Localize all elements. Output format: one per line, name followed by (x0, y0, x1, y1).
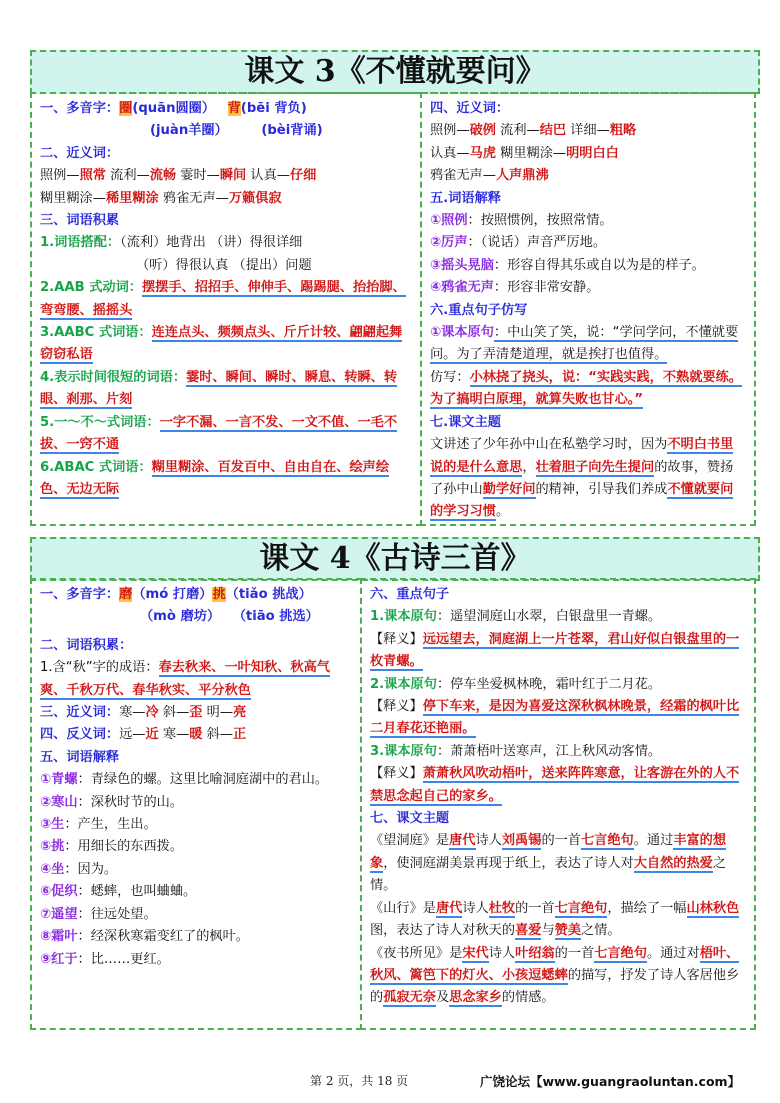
l4-explain-1: 【释义】远远望去，洞庭湖上一片苍翠，君山好似白银盘里的一枚青螺。 (370, 631, 740, 670)
lesson3-left-panel: 一、多音字：圈(quān圆圈） 背(bēi 背负) (juàn羊圈） (bèi背诵) 二、近义词： 照例—照常 流利—流畅 霎时—瞬间 认真—仔细 糊里糊涂—稀里糊涂 鸦雀无声—万籁俱寂 三、词语积累 1.词语搭配：（流利）地背出 （讲）得很详细 （听）得很认真 （提出）问题 2.AAB 式动词：摆摆手、招招手、伸伸手、踢踢腿、抬抬脚、弯弯腰、摇摇头 3.AABC 式词语：连连点头、频频点头、斤斤计较、翩翩起舞 窃窃私语 4.表示时间很短的词语：霎时、瞬间、瞬时、瞬息、转瞬、转眼、刹那、片刻 5.一～不～式词语：一字不漏、一言不发、一文不值、一毛不拔、一窍不通 6.ABAC 式词语：糊里糊涂、百发百中、自由自在、绘声绘色、无边无际 (30, 92, 422, 526)
l3-theme: 文讲述了少年孙中山在私塾学习时，因为不明白书里说的是什么意思，壮着胆子向先生提问的故事，赞扬了孙中山勤学好问的精神，引导我们养成不懂就要问的学习习惯。 (430, 437, 734, 520)
l4-antonyms: 四、反义词：远—近 寒—暖 斜—正 (40, 727, 247, 743)
l4-def-4: ⑤挑：用细长的东西拨。 (40, 839, 184, 855)
l4-theme-3: 《夜书所见》是宋代诗人叶绍翁的一首七言绝句。通过对梧叶、秋风、篱笆下的灯火、小孩逗蟋蟀的描写，抒发了诗人客居他乡的孤寂无奈及思念家乡的情感。 (370, 945, 740, 1006)
l4-sentence-1: 1.课本原句：遥望洞庭山水翠，白银盘里一青螺。 (370, 609, 662, 625)
l3-short-time-words: 4.表示时间很短的词语：霎时、瞬间、瞬时、瞬息、转瞬、转眼、刹那、片刻 (40, 369, 398, 408)
l4-def-2: ②寒山：深秋时节的山。 (40, 794, 184, 810)
l3-key-sentence: ①课本原句：中山笑了笑，说：“学问学问，不懂就要问。为了弄清楚道理，就是挨打也值得。 (430, 325, 739, 363)
l3-aab-words: 2.AAB 式动词：摆摆手、招招手、伸伸手、踢踢腿、抬抬脚、弯弯腰、摇摇头 (40, 280, 406, 318)
l3-aabc-words: 3.AABC 式词语：连连点头、频频点头、斤斤计较、翩翩起舞 窃窃私语 (40, 325, 403, 363)
site-link[interactable]: 广饶论坛【www.guangraoluntan.com】 (480, 1074, 741, 1089)
l3-imitation: 仿写：小林挠了挠头，说：“实践实践，不熟就要练。为了搞明白原理，就算失败也甘心。” (430, 369, 742, 408)
l4-synonyms: 三、近义词：寒—冷 斜—歪 明—亮 (40, 705, 247, 721)
l4-def-5: ④坐：因为。 (40, 861, 118, 877)
l4-def-7: ⑦遥望：往远处望。 (40, 906, 157, 922)
l3-abac-words: 6.ABAC 式词语：糊里糊涂、百发百中、自由自在、绘声绘色、无边无际 (40, 459, 390, 497)
lesson4-title: 课文 4《古诗三首》 (30, 537, 760, 581)
l4-def-1: ①青螺：青绿色的螺。这里比喻洞庭湖中的君山。 (40, 772, 329, 788)
l3-def-3: ③摇头晃脑：形容自得其乐或自以为是的样子。 (430, 257, 705, 273)
l4-sentence-2: 2.课本原句：停车坐爱枫林晚，霜叶红于二月花。 (370, 676, 662, 692)
l3-def-1: ①照例：按照惯例，按照常情。 (430, 213, 613, 229)
l3-synonyms-r2: 认真—马虎 糊里糊涂—明明白白 (430, 145, 619, 161)
l4-explain-2: 【释义】停下车来，是因为喜爱这深秋枫林晚景，经霜的枫叶比二月春花还艳丽。 (370, 699, 740, 737)
l3-yi-bu-words: 5.一～不～式词语：一字不漏、一言不发、一文不值、一毛不拔、一窍不通 (40, 414, 398, 453)
l4-explain-3: 【释义】萧萧秋风吹动梧叶，送来阵阵寒意，让客游在外的人不禁思念起自己的家乡。 (370, 766, 740, 804)
lesson3-title: 课文 3《不懂就要问》 (30, 50, 760, 94)
l4-def-9: ⑨红于：比……更红。 (40, 951, 170, 967)
l3-synonyms-1: 照例—照常 流利—流畅 霎时—瞬间 认真—仔细 (40, 168, 317, 184)
page-number: 第 2 页，共 18 页 (310, 1074, 409, 1088)
l4-theme-2: 《山行》是唐代诗人杜牧的一首七言绝句，描绘了一幅山林秋色图，表达了诗人对秋天的喜爱与赞美之情。 (370, 900, 740, 939)
l3-synonyms-2: 糊里糊涂—稀里糊涂 鸦雀无声—万籁俱寂 (40, 190, 282, 206)
lesson4-right-panel: 六、重点句子 1.课本原句：遥望洞庭山水翠，白银盘里一青螺。 【释义】远远望去，洞庭湖上一片苍翠，君山好似白银盘里的一枚青螺。 2.课本原句：停车坐爱枫林晚，霜叶红于二月花。 【释义】停下车来，是因为喜爱这深秋枫林晚景，经霜的枫叶比二月春花还艳丽。 3.课本原句：萧萧梧叶送寒声，江上秋风动客情。 【释义】萧萧秋风吹动梧叶，送来阵阵寒意，让客游在外的人不禁思念起自己的家乡。 七、课文主题 《望洞庭》是唐代诗人刘禹锡的一首七言绝句。通过丰富的想象，使洞庭湖美景再现于纸上，表达了诗人对大自然的热爱之情。 《山行》是唐代诗人杜牧的一首七言绝句，描绘了一幅山林秋色图，表达了诗人对秋天的喜爱与赞美之情。 《夜书所见》是宋代诗人叶绍翁的一首七言绝句。通过对梧叶、秋风、篱笆下的灯火、小孩逗蟋蟀的描写，抒发了诗人客居他乡的孤寂无奈及思念家乡的情感。 (360, 578, 756, 1030)
l4-theme-1: 《望洞庭》是唐代诗人刘禹锡的一首七言绝句。通过丰富的想象，使洞庭湖美景再现于纸上，表达了诗人对大自然的热爱之情。 (370, 833, 727, 894)
lesson3-right-panel: 四、近义词： 照例—破例 流利—结巴 详细—粗略 认真—马虎 糊里糊涂—明明白白 鸦雀无声—人声鼎沸 五.词语解释 ①照例：按照惯例，按照常情。 ②厉声：（说话）声音严厉地。 ③摇头晃脑：形容自得其乐或自以为是的样子。 ④鸦雀无声：形容非常安静。 六.重点句子仿写 ①课本原句：中山笑了笑，说：“学问学问，不懂就要问。为了弄清楚道理，就是挨打也值得。 仿写：小林挠了挠头，说：“实践实践，不熟就要练。为了搞明白原理，就算失败也甘心。” 七.课文主题 文讲述了少年孙中山在私塾学习时，因为不明白书里说的是什么意思，壮着胆子向先生提问的故事，赞扬了孙中山勤学好问的精神，引导我们养成不懂就要问的学习习惯。 (420, 92, 756, 526)
l4-autumn-idioms: 1.含“秋”字的成语：春去秋来、一叶知秋、秋高气爽、千秋万代、春华秋实、平分秋色 (40, 660, 330, 698)
lesson4-left-panel: 一、多音字：磨（mó 打磨）挑（tiǎo 挑战） （mò 磨坊） （tiāo 挑选） 二、词语积累： 1.含“秋”字的成语：春去秋来、一叶知秋、秋高气爽、千秋万代、春华秋实、平分秋色 三、近义词：寒—冷 斜—歪 明—亮 四、反义词：远—近 寒—暖 斜—正 五、词语解释 ①青螺：青绿色的螺。这里比喻洞庭湖中的君山。 ②寒山：深秋时节的山。 ③生：产生，生出。 ⑤挑：用细长的东西拨。 ④坐：因为。 ⑥促织：蟋蟀，也叫蛐蛐。 ⑦遥望：往远处望。 ⑧霜叶：经深秋寒霜变红了的枫叶。 ⑨红于：比……更红。 (30, 578, 362, 1030)
l4-def-8: ⑧霜叶：经深秋寒霜变红了的枫叶。 (40, 929, 249, 945)
l4-sentence-3: 3.课本原句：萧萧梧叶送寒声，江上秋风动客情。 (370, 743, 662, 759)
l3-synonyms-r1: 照例—破例 流利—结巴 详细—粗略 (430, 123, 637, 139)
l3-def-2: ②厉声：（说话）声音严厉地。 (430, 235, 607, 251)
l4-def-3: ③生：产生，生出。 (40, 817, 157, 833)
l3-def-4: ④鸦雀无声：形容非常安静。 (430, 280, 600, 296)
l3-synonyms-r3: 鸦雀无声—人声鼎沸 (430, 168, 549, 184)
l4-def-6: ⑥促织：蟋蟀，也叫蛐蛐。 (40, 884, 197, 900)
